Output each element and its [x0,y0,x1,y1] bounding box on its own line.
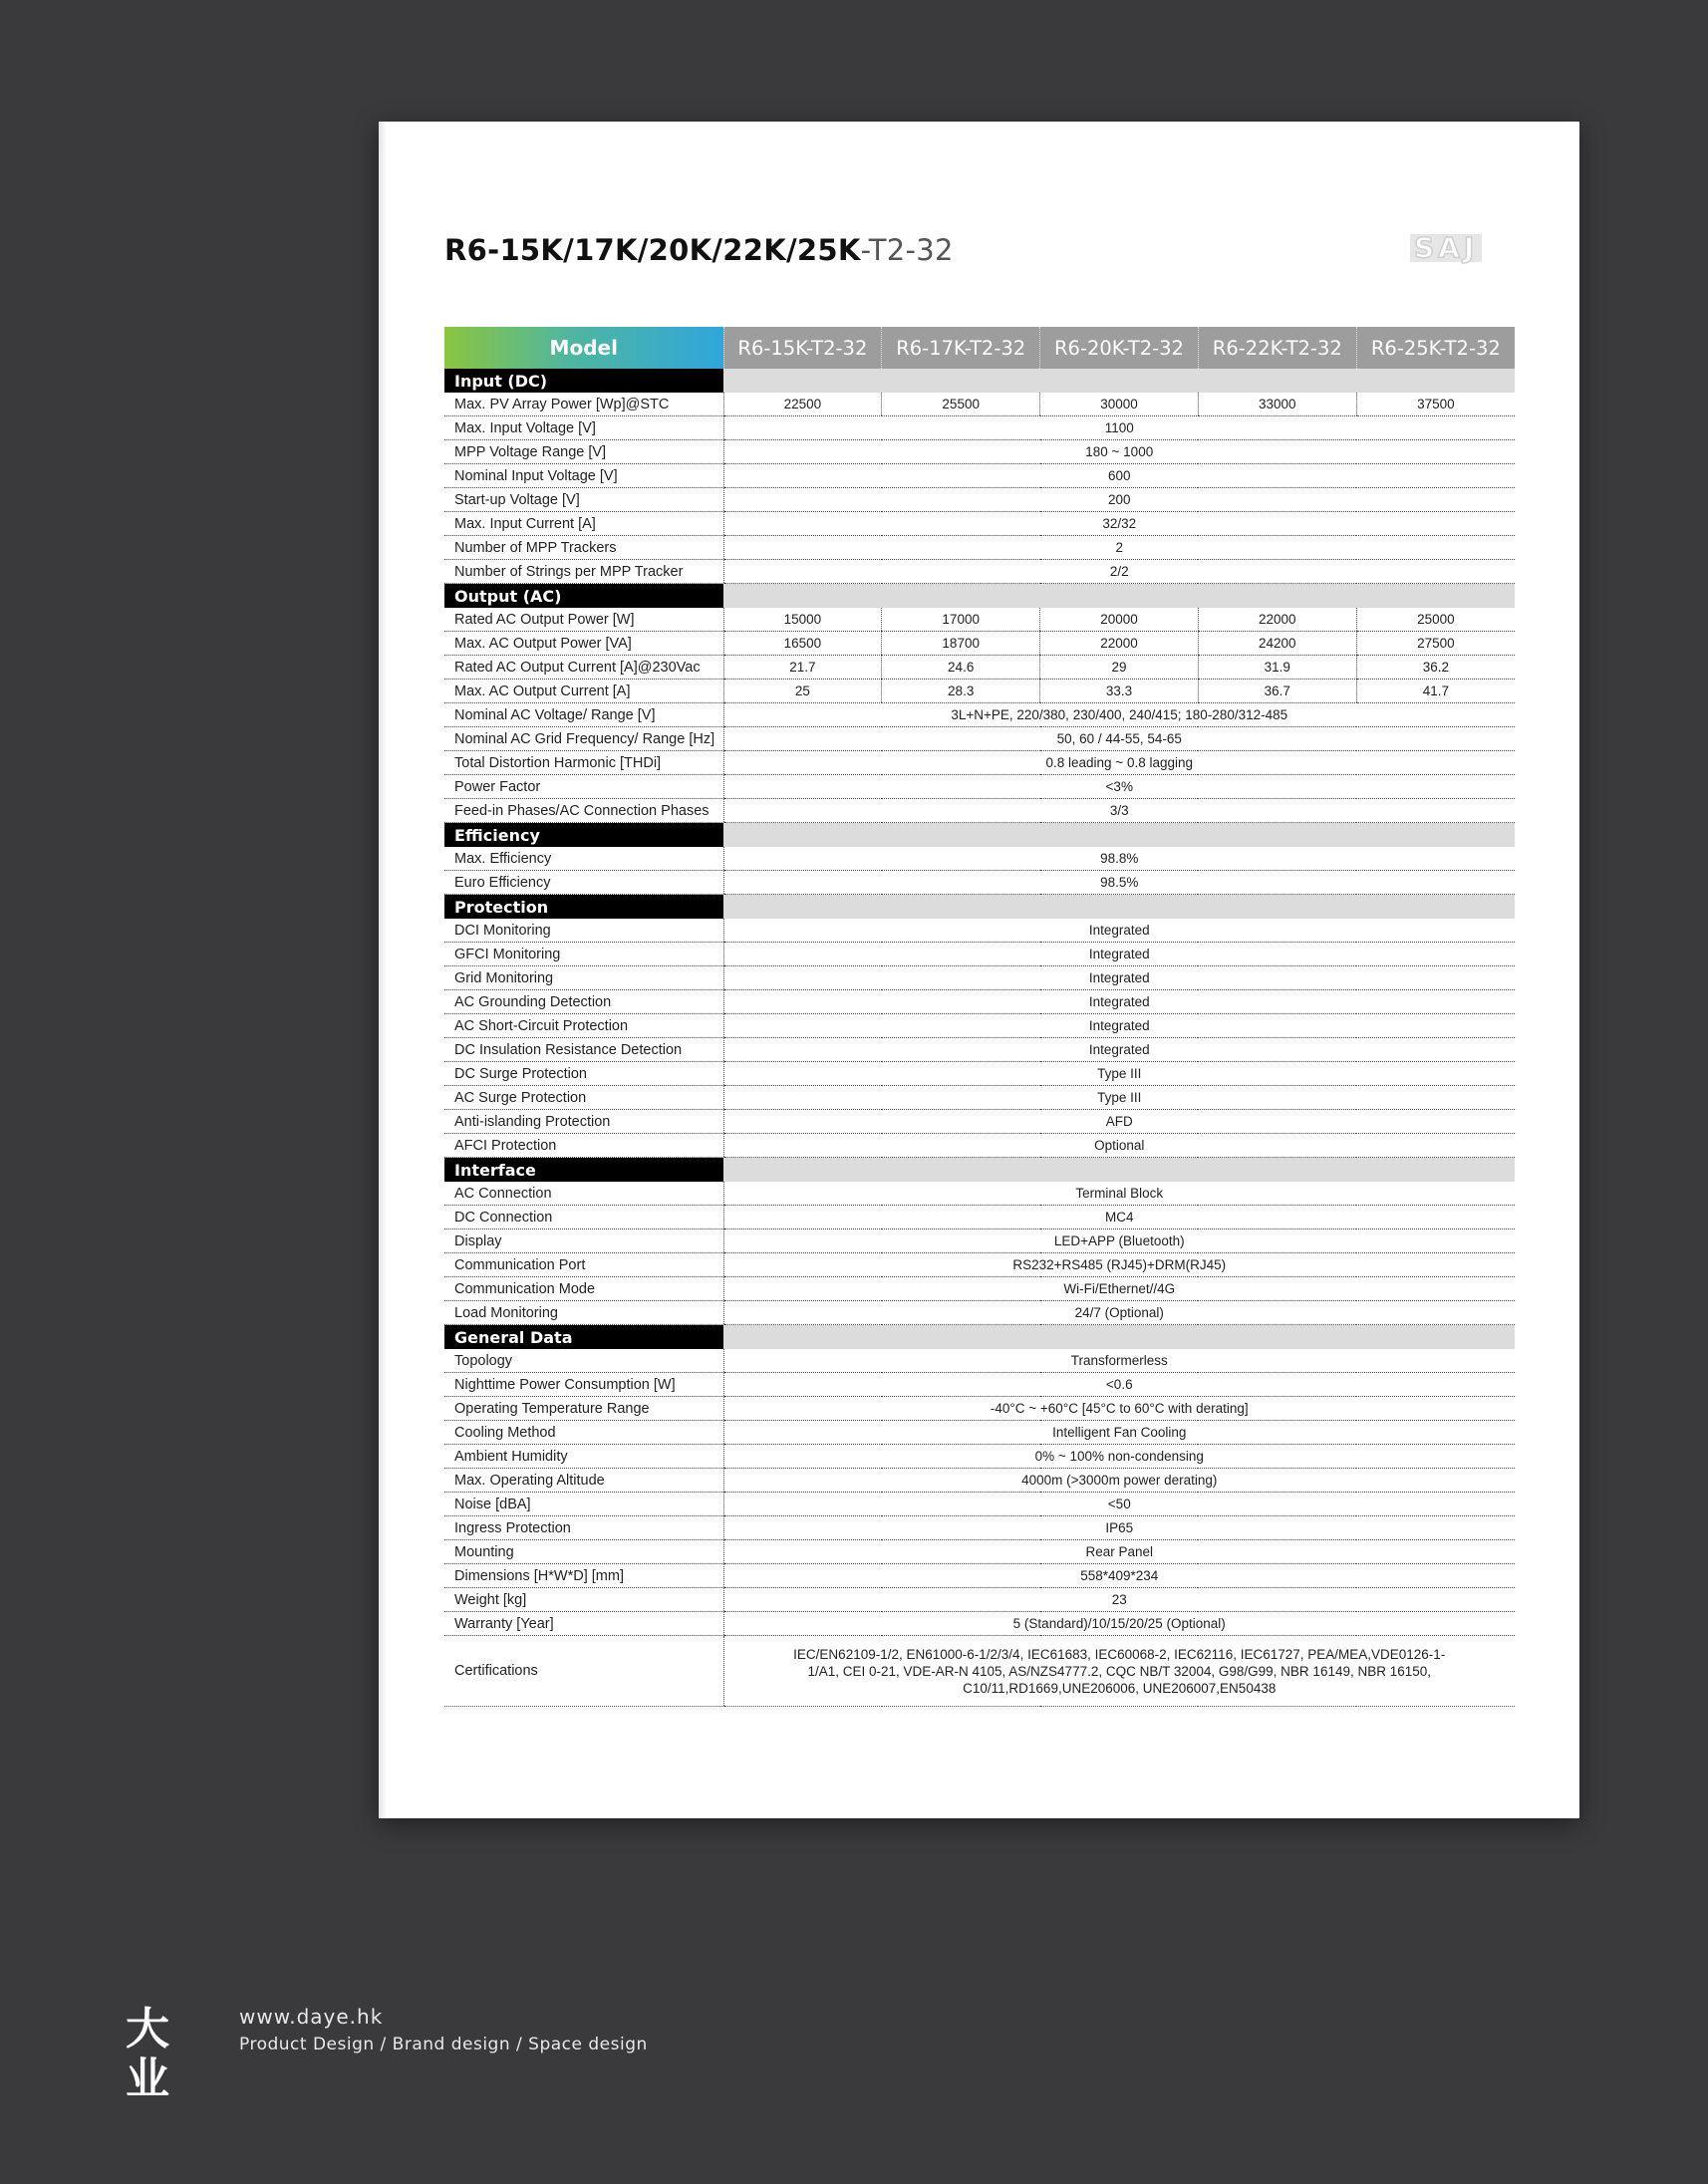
spec-value: 21.7 [723,656,882,680]
table-row [444,1182,1515,1206]
spec-label: Number of Strings per MPP Tracker [444,560,723,584]
spec-value: 25000 [1356,608,1515,632]
section-header-row [444,584,1515,609]
spec-value: 98.8% [723,847,1515,871]
table-row [444,1445,1515,1469]
spec-label: Max. AC Output Current [A] [444,680,723,703]
spec-value: 3L+N+PE, 220/380, 230/400, 240/415; 180-280/312-485 [723,703,1515,727]
brand-url[interactable]: www.daye.hk [239,2005,384,2029]
spec-value: Type III [723,1062,1515,1086]
spec-label: Max. Operating Altitude [444,1469,723,1493]
spec-value: 16500 [723,632,882,656]
section-title: General Data [444,1325,723,1350]
table-row [444,680,1515,703]
spec-label: Communication Port [444,1253,723,1277]
spec-label: Communication Mode [444,1277,723,1301]
spec-label: Start-up Voltage [V] [444,488,723,512]
table-row [444,440,1515,464]
spec-value: 0.8 leading ~ 0.8 lagging [723,751,1515,775]
spec-value: Integrated [723,966,1515,990]
spec-label: Warranty [Year] [444,1612,723,1636]
spec-value: 37500 [1356,393,1515,416]
model-variant-header: R6-22K-T2-32 [1198,327,1356,369]
table-row [444,1564,1515,1588]
model-header: Model [444,327,723,369]
spec-value: 2/2 [723,560,1515,584]
section-header-fill [723,369,1515,393]
spec-label: Load Monitoring [444,1301,723,1325]
table-row [444,608,1515,632]
spec-label: Max. Efficiency [444,847,723,871]
spec-value: 0% ~ 100% non-condensing [723,1445,1515,1469]
spec-value: 41.7 [1356,680,1515,703]
section-header-row [444,823,1515,848]
table-row [444,536,1515,560]
table-row [444,1349,1515,1373]
spec-value: Transformerless [723,1349,1515,1373]
model-variant-header: R6-25K-T2-32 [1356,327,1515,369]
spec-label: Nighttime Power Consumption [W] [444,1373,723,1397]
spec-value: 24/7 (Optional) [723,1301,1515,1325]
spec-value: Integrated [723,1038,1515,1062]
model-variant-header: R6-20K-T2-32 [1040,327,1199,369]
table-row [444,703,1515,727]
spec-value: -40°C ~ +60°C [45°C to 60°C with derating] [723,1397,1515,1421]
spec-value: <50 [723,1493,1515,1516]
spec-value: 558*409*234 [723,1564,1515,1588]
spec-value: Terminal Block [723,1182,1515,1206]
section-title: Input (DC) [444,369,723,393]
table-row [444,1038,1515,1062]
section-header-row [444,895,1515,920]
spec-value: 15000 [723,608,882,632]
table-row [444,966,1515,990]
spec-table-body [444,369,1515,1707]
spec-value: 1100 [723,416,1515,440]
spec-label: Cooling Method [444,1421,723,1445]
spec-label: Weight [kg] [444,1588,723,1612]
table-row [444,1540,1515,1564]
table-row [444,775,1515,799]
title-bold: R6-15K/17K/20K/22K/25K [444,233,861,267]
spec-value: 600 [723,464,1515,488]
spec-label: Certifications [444,1636,723,1707]
table-row [444,1086,1515,1110]
spec-value: <3% [723,775,1515,799]
model-variant-header: R6-17K-T2-32 [882,327,1040,369]
spec-label: AFCI Protection [444,1134,723,1158]
spec-label: Rated AC Output Power [W] [444,608,723,632]
title-suffix: -T2-32 [860,233,954,267]
table-row [444,560,1515,584]
spec-value: <0.6 [723,1373,1515,1397]
spec-label: AC Connection [444,1182,723,1206]
spec-label: Max. PV Array Power [Wp]@STC [444,393,723,416]
spec-value: IP65 [723,1516,1515,1540]
brand-logo-mark: 大业 [126,2004,167,2104]
section-title: Efficiency [444,823,723,848]
table-row [444,1397,1515,1421]
table-row [444,1014,1515,1038]
spec-value: Integrated [723,1014,1515,1038]
table-row [444,943,1515,966]
spec-label: AC Grounding Detection [444,990,723,1014]
spec-label: Topology [444,1349,723,1373]
spec-value: 23 [723,1588,1515,1612]
page-edge-shade [379,122,387,1818]
table-row [444,919,1515,943]
spec-value: 3/3 [723,799,1515,823]
section-header-row [444,1158,1515,1183]
spec-label: Operating Temperature Range [444,1397,723,1421]
spec-label: AC Short-Circuit Protection [444,1014,723,1038]
spec-value: LED+APP (Bluetooth) [723,1229,1515,1253]
spec-label: Max. Input Voltage [V] [444,416,723,440]
spec-label: GFCI Monitoring [444,943,723,966]
spec-label: Rated AC Output Current [A]@230Vac [444,656,723,680]
document-title [444,233,954,267]
spec-value: 27500 [1356,632,1515,656]
spec-label: Nominal AC Grid Frequency/ Range [Hz] [444,727,723,751]
table-row [444,1469,1515,1493]
spec-value: Integrated [723,919,1515,943]
spec-label: DCI Monitoring [444,919,723,943]
table-row [444,990,1515,1014]
section-header-fill [723,895,1515,920]
section-header-fill [723,1158,1515,1183]
spec-value: 30000 [1040,393,1199,416]
spec-value: Integrated [723,990,1515,1014]
spec-value: 4000m (>3000m power derating) [723,1469,1515,1493]
spec-label: Ingress Protection [444,1516,723,1540]
table-row [444,1206,1515,1229]
spec-label: Display [444,1229,723,1253]
saj-logo: SAJ [1410,234,1482,262]
table-row [444,1301,1515,1325]
spec-label: Anti-islanding Protection [444,1110,723,1134]
table-row [444,393,1515,416]
spec-sheet-page [379,122,1579,1818]
spec-value: AFD [723,1110,1515,1134]
spec-label: DC Connection [444,1206,723,1229]
spec-value: 28.3 [882,680,1040,703]
table-row [444,488,1515,512]
table-row [444,727,1515,751]
spec-value: 33.3 [1040,680,1199,703]
spec-value: 36.2 [1356,656,1515,680]
spec-label: MPP Voltage Range [V] [444,440,723,464]
table-row [444,512,1515,536]
table-row [444,1516,1515,1540]
table-header-row [444,327,1515,369]
table-row [444,1229,1515,1253]
spec-value: 22500 [723,393,882,416]
table-row [444,1493,1515,1516]
table-row [444,632,1515,656]
spec-value: 50, 60 / 44-55, 54-65 [723,727,1515,751]
table-row [444,1253,1515,1277]
spec-label: Power Factor [444,775,723,799]
spec-label: Feed-in Phases/AC Connection Phases [444,799,723,823]
spec-value: Optional [723,1134,1515,1158]
spec-label: Total Distortion Harmonic [THDi] [444,751,723,775]
spec-value: 98.5% [723,871,1515,895]
spec-label: Number of MPP Trackers [444,536,723,560]
spec-value: 31.9 [1198,656,1356,680]
spec-value: 180 ~ 1000 [723,440,1515,464]
table-row [444,1421,1515,1445]
table-row [444,1134,1515,1158]
section-header-fill [723,1325,1515,1350]
section-header-fill [723,823,1515,848]
table-row [444,799,1515,823]
spec-value: Intelligent Fan Cooling [723,1421,1515,1445]
spec-value: Integrated [723,943,1515,966]
spec-value: Wi-Fi/Ethernet//4G [723,1277,1515,1301]
table-row [444,847,1515,871]
spec-label: Mounting [444,1540,723,1564]
spec-value: 24200 [1198,632,1356,656]
section-title: Output (AC) [444,584,723,609]
spec-label: Ambient Humidity [444,1445,723,1469]
spec-label: Nominal AC Voltage/ Range [V] [444,703,723,727]
spec-label: DC Insulation Resistance Detection [444,1038,723,1062]
spec-value: 22000 [1040,632,1199,656]
spec-value: 17000 [882,608,1040,632]
table-row [444,1636,1515,1707]
spec-value: 32/32 [723,512,1515,536]
table-row [444,464,1515,488]
spec-label: Dimensions [H*W*D] [mm] [444,1564,723,1588]
spec-label: Noise [dBA] [444,1493,723,1516]
spec-label: DC Surge Protection [444,1062,723,1086]
spec-label: Nominal Input Voltage [V] [444,464,723,488]
spec-label: Grid Monitoring [444,966,723,990]
spec-label: Max. AC Output Power [VA] [444,632,723,656]
spec-value: Type III [723,1086,1515,1110]
spec-value: RS232+RS485 (RJ45)+DRM(RJ45) [723,1253,1515,1277]
table-row [444,751,1515,775]
spec-value: 22000 [1198,608,1356,632]
table-row [444,1588,1515,1612]
table-row [444,1612,1515,1636]
spec-value: 33000 [1198,393,1356,416]
spec-value: 20000 [1040,608,1199,632]
spec-value: Rear Panel [723,1540,1515,1564]
spec-value: 25 [723,680,882,703]
table-row [444,1277,1515,1301]
spec-value: 25500 [882,393,1040,416]
table-row [444,416,1515,440]
spec-value: 5 (Standard)/10/15/20/25 (Optional) [723,1612,1515,1636]
spec-value: 2 [723,536,1515,560]
section-header-row [444,369,1515,393]
model-variant-header: R6-15K-T2-32 [723,327,882,369]
spec-table [444,327,1515,1707]
table-row [444,1373,1515,1397]
spec-value: 24.6 [882,656,1040,680]
spec-value: 18700 [882,632,1040,656]
section-header-row [444,1325,1515,1350]
table-row [444,1062,1515,1086]
table-row [444,871,1515,895]
section-title: Interface [444,1158,723,1183]
spec-value: IEC/EN62109-1/2, EN61000-6-1/2/3/4, IEC61683, IEC60068-2, IEC62116, IEC61727, PEA/MEA,VDE0126-1-1/A1, CEI 0-21, VDE-AR-N 4105, AS/NZS4777.2, CQC NB/T 32004, G98/G99, NBR 16149, NBR 16150, C10/11,RD1669,UNE206006, UNE206007,EN50438 [723,1636,1515,1707]
spec-value: 200 [723,488,1515,512]
spec-value: MC4 [723,1206,1515,1229]
spec-label: Max. Input Current [A] [444,512,723,536]
section-title: Protection [444,895,723,920]
table-row [444,1110,1515,1134]
brand-tagline: Product Design / Brand design / Space design [239,2035,648,2054]
section-header-fill [723,584,1515,609]
spec-label: Euro Efficiency [444,871,723,895]
table-row [444,656,1515,680]
spec-label: AC Surge Protection [444,1086,723,1110]
spec-value: 36.7 [1198,680,1356,703]
spec-value: 29 [1040,656,1199,680]
